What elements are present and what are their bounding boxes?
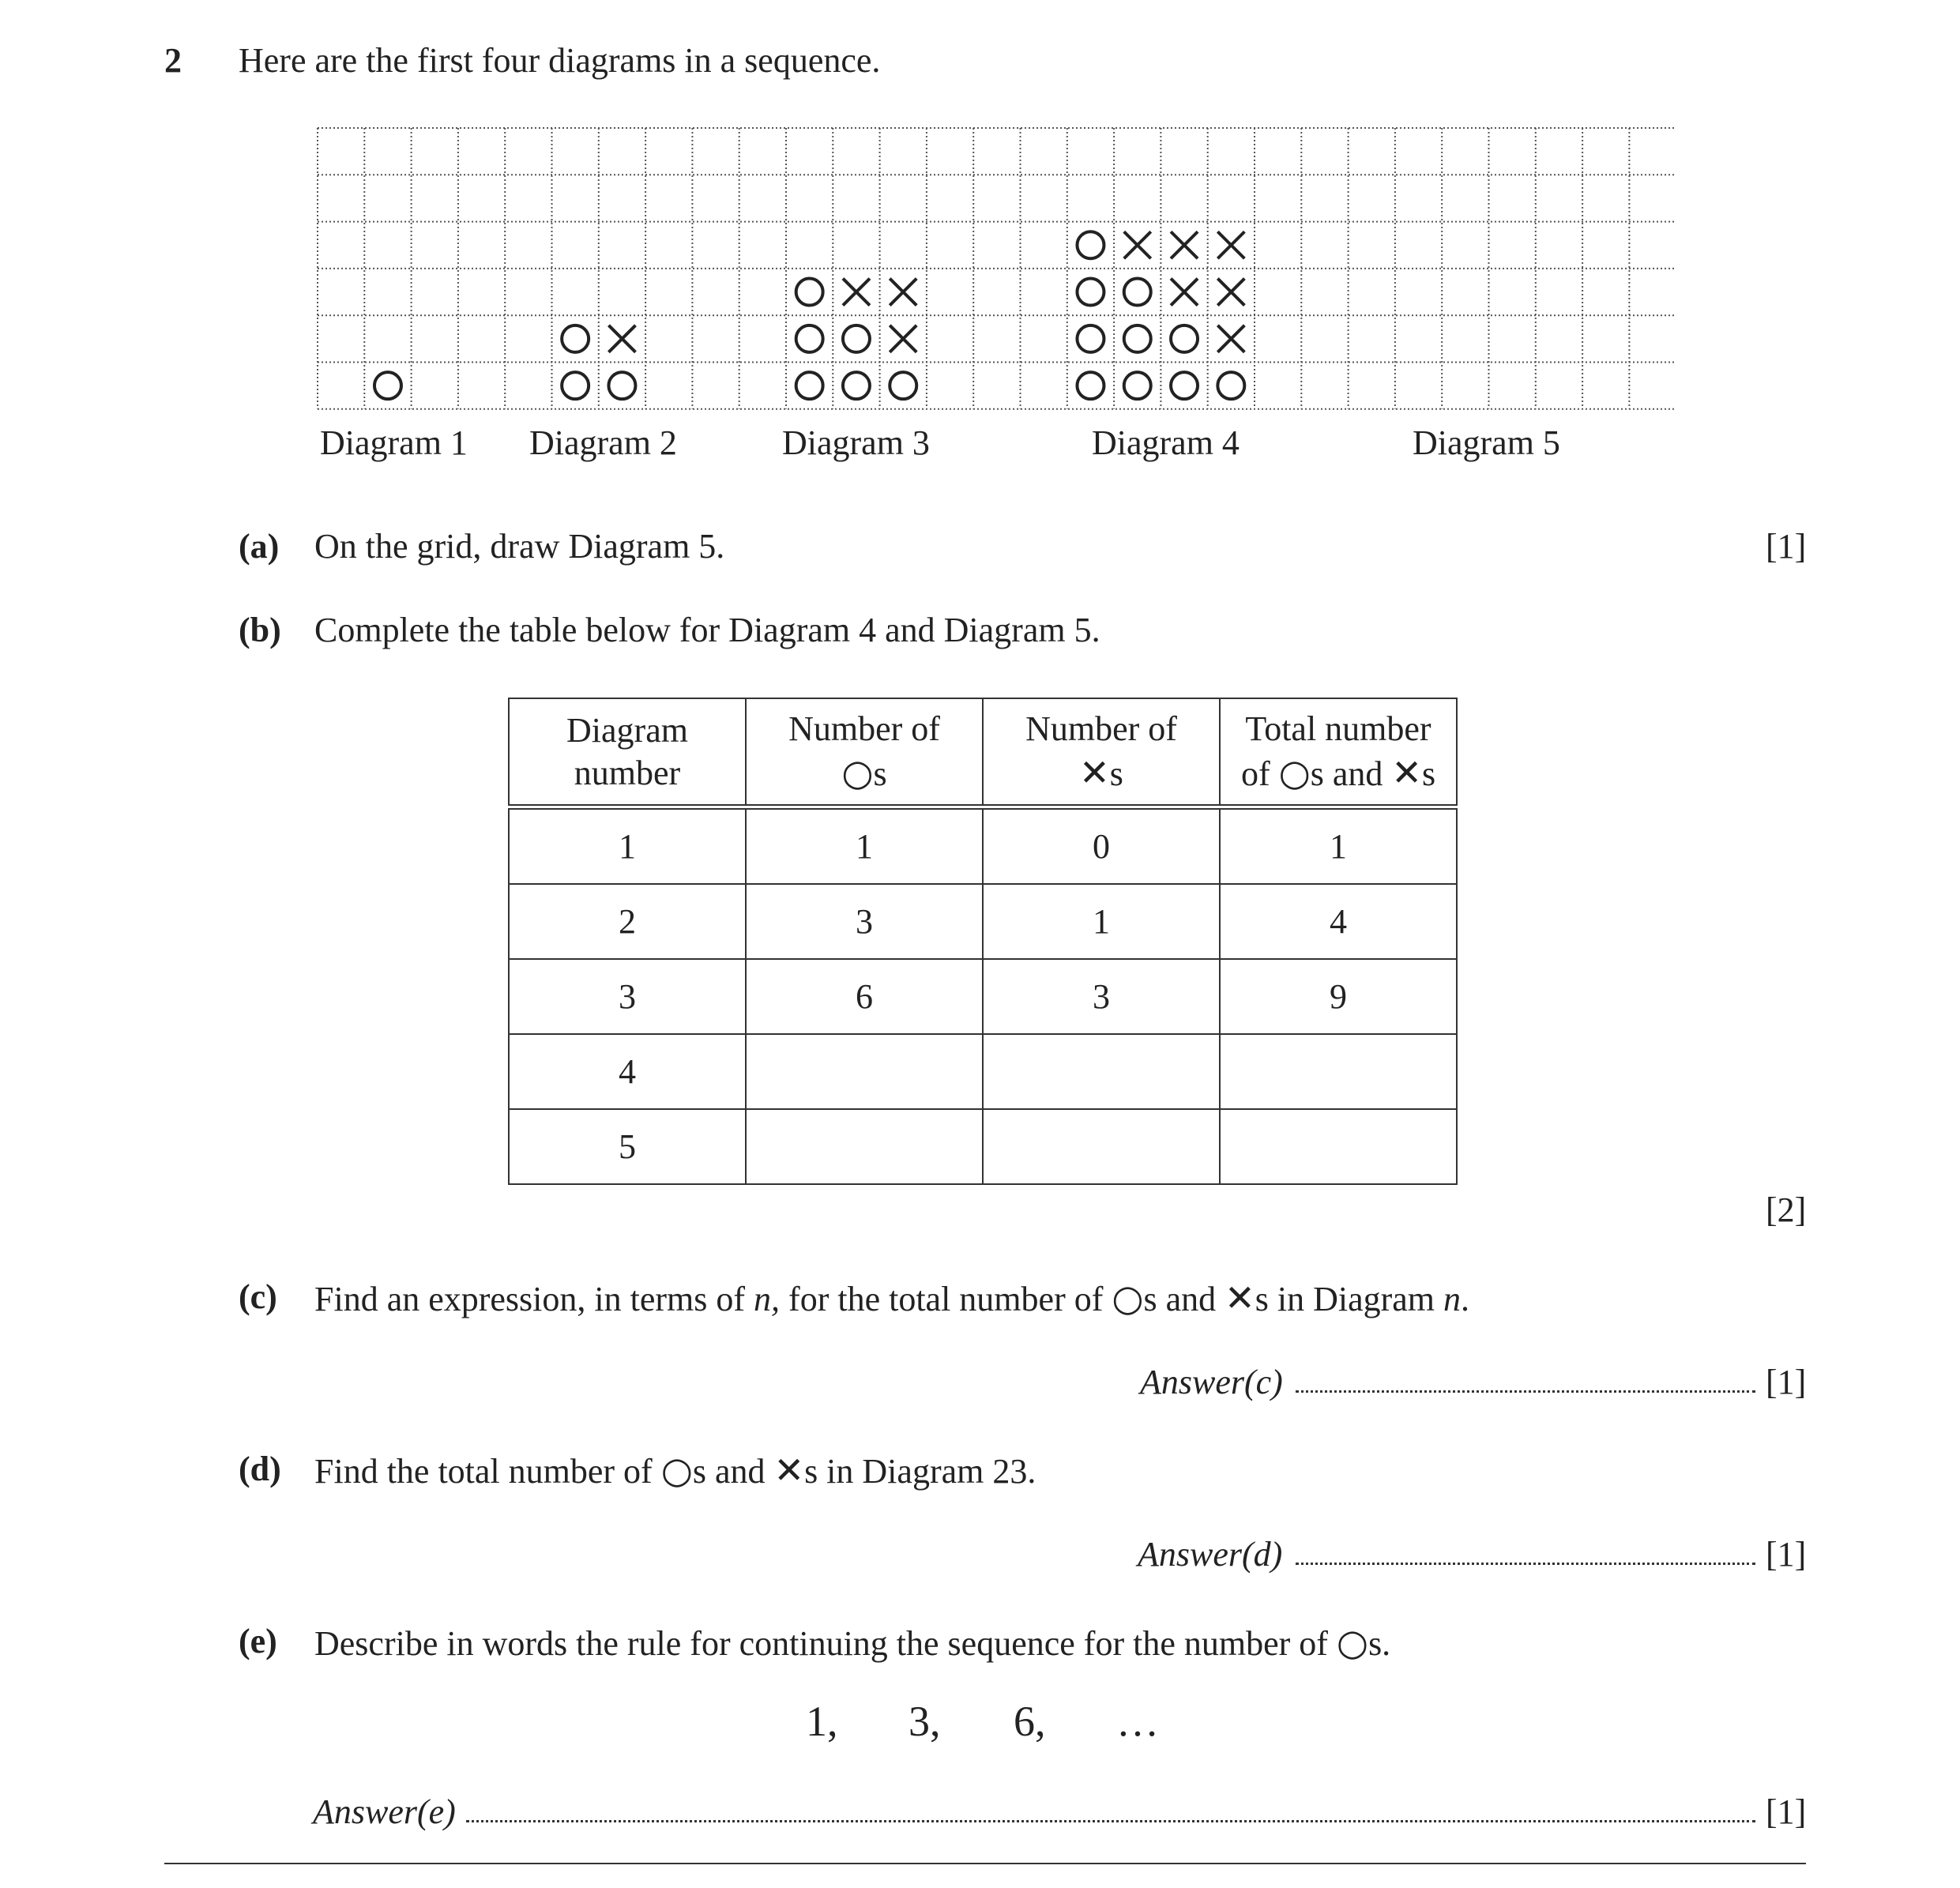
header-diagram-number bbox=[509, 698, 746, 807]
x-mark bbox=[1171, 231, 1198, 258]
part-e-text bbox=[314, 1621, 1391, 1664]
x-mark bbox=[1217, 325, 1244, 352]
question-intro: Here are the first four diagrams in a sequence. bbox=[239, 41, 881, 80]
part-b-text: Complete the table below for Diagram 4 and Diagram 5. bbox=[314, 611, 1100, 649]
table-row bbox=[509, 959, 1457, 1034]
o-mark bbox=[562, 372, 589, 399]
cell-diagram: 4 bbox=[509, 1034, 746, 1109]
o-mark bbox=[1124, 325, 1151, 352]
cell-os-input[interactable] bbox=[746, 1109, 983, 1184]
answer-e-label: Answer(e) bbox=[313, 1792, 456, 1831]
cell-diagram: 3 bbox=[509, 959, 746, 1034]
table-row bbox=[509, 807, 1457, 885]
part-e-marks: [1] bbox=[1766, 1792, 1807, 1831]
cell-diagram: 5 bbox=[509, 1109, 746, 1184]
cell-total-input[interactable] bbox=[1220, 1109, 1457, 1184]
table-row bbox=[509, 1109, 1457, 1184]
o-mark bbox=[843, 372, 870, 399]
part-e-text-1: Describe in words the rule for continuing the sequence for the number of bbox=[314, 1624, 1337, 1663]
x-mark bbox=[890, 279, 916, 306]
part-c-text-1: Find an expression, in terms of bbox=[314, 1280, 754, 1318]
part-c-s-and: s and bbox=[1143, 1280, 1225, 1318]
o-symbol-icon: ○ bbox=[1278, 751, 1311, 794]
part-c-label: (c) bbox=[239, 1277, 277, 1316]
header-total-line1: Total number bbox=[1245, 709, 1431, 749]
part-d-label: (d) bbox=[239, 1450, 281, 1488]
x-mark bbox=[843, 279, 870, 306]
x-mark bbox=[1217, 231, 1244, 258]
part-c-n2: n bbox=[1443, 1280, 1462, 1318]
answer-c-label: Answer(c) bbox=[1140, 1363, 1283, 1401]
x-mark bbox=[1124, 231, 1151, 258]
cell-diagram: 2 bbox=[509, 884, 746, 959]
header-xs-line1: Number of bbox=[1025, 709, 1177, 749]
o-mark bbox=[1124, 372, 1151, 399]
o-mark bbox=[1077, 279, 1104, 306]
o-mark bbox=[374, 372, 401, 399]
answer-d-label: Answer(d) bbox=[1138, 1535, 1283, 1574]
o-mark bbox=[1171, 325, 1198, 352]
part-d-s-in: s in Diagram 23. bbox=[804, 1452, 1036, 1491]
sequence-term-2: 3, bbox=[909, 1698, 941, 1745]
header-total-pre: of bbox=[1240, 754, 1279, 793]
header-number-of-xs bbox=[983, 698, 1220, 807]
header-total-end: s bbox=[1421, 754, 1436, 793]
bottom-rule bbox=[164, 1863, 1806, 1864]
o-mark bbox=[1217, 372, 1244, 399]
cell-xs-input[interactable] bbox=[983, 1109, 1220, 1184]
part-c-n: n, bbox=[754, 1280, 781, 1318]
cell-os: 1 bbox=[746, 807, 983, 885]
sequence-grid bbox=[316, 126, 1675, 411]
header-diagram-line2: number bbox=[574, 753, 681, 792]
diagram-1-label: Diagram 1 bbox=[320, 423, 468, 462]
sequence-term-1: 1, bbox=[806, 1698, 838, 1745]
cell-xs: 0 bbox=[983, 807, 1220, 885]
o-mark bbox=[608, 372, 635, 399]
x-mark bbox=[608, 325, 635, 352]
part-c-end: . bbox=[1461, 1280, 1470, 1318]
diagram-5-label: Diagram 5 bbox=[1413, 423, 1560, 462]
cell-total-input[interactable] bbox=[1220, 1034, 1457, 1109]
table-row bbox=[509, 884, 1457, 959]
diagram-4-label: Diagram 4 bbox=[1092, 423, 1240, 462]
o-mark bbox=[562, 325, 589, 352]
o-mark bbox=[796, 372, 823, 399]
cell-xs: 3 bbox=[983, 959, 1220, 1034]
part-d-text-1: Find the total number of bbox=[314, 1452, 661, 1491]
part-e-label: (e) bbox=[239, 1622, 277, 1660]
sequence-ellipsis: … bbox=[1116, 1698, 1159, 1745]
o-mark bbox=[796, 279, 823, 306]
part-c-text-2: for the total number of bbox=[780, 1280, 1112, 1318]
o-mark bbox=[843, 325, 870, 352]
part-d-text bbox=[314, 1449, 1036, 1491]
cell-total: 4 bbox=[1220, 884, 1457, 959]
x-mark bbox=[1171, 279, 1198, 306]
answer-e-input[interactable] bbox=[466, 1820, 1755, 1822]
cell-total: 9 bbox=[1220, 959, 1457, 1034]
o-mark bbox=[1077, 231, 1104, 258]
answer-d-input[interactable] bbox=[1296, 1563, 1755, 1565]
o-symbol-icon: ○ bbox=[841, 751, 874, 794]
sequence-term-3: 6, bbox=[1014, 1698, 1046, 1745]
part-d-s-and: s and bbox=[692, 1452, 774, 1491]
x-mark bbox=[890, 325, 916, 352]
o-mark bbox=[1171, 372, 1198, 399]
x-mark bbox=[1217, 279, 1244, 306]
part-a-marks: [1] bbox=[1766, 527, 1807, 566]
cell-xs: 1 bbox=[983, 884, 1220, 959]
cell-os: 3 bbox=[746, 884, 983, 959]
x-symbol-icon: ✕ bbox=[773, 1449, 805, 1491]
o-symbol-icon: ○ bbox=[1112, 1277, 1144, 1319]
cell-xs-input[interactable] bbox=[983, 1034, 1220, 1109]
part-a-text: On the grid, draw Diagram 5. bbox=[314, 527, 725, 566]
o-mark bbox=[1077, 325, 1104, 352]
part-c-s-in: s in Diagram bbox=[1255, 1280, 1444, 1318]
x-symbol-icon: ✕ bbox=[1225, 1277, 1255, 1319]
part-b-marks: [2] bbox=[1766, 1190, 1807, 1229]
diagram-3-label: Diagram 3 bbox=[782, 423, 930, 462]
grid-lines bbox=[318, 128, 1675, 409]
o-mark bbox=[1077, 372, 1104, 399]
cell-os-input[interactable] bbox=[746, 1034, 983, 1109]
header-os-suffix: s bbox=[873, 754, 887, 793]
header-total bbox=[1220, 698, 1457, 807]
part-d-marks: [1] bbox=[1766, 1535, 1807, 1574]
o-mark bbox=[796, 325, 823, 352]
results-table bbox=[508, 698, 1458, 1185]
x-symbol-icon: ✕ bbox=[1391, 751, 1422, 794]
part-a-label: (a) bbox=[239, 527, 280, 566]
header-diagram-line1: Diagram bbox=[566, 710, 688, 750]
part-c-marks: [1] bbox=[1766, 1363, 1807, 1401]
o-mark bbox=[890, 372, 916, 399]
cell-os: 6 bbox=[746, 959, 983, 1034]
header-os-line1: Number of bbox=[788, 709, 940, 749]
table-row bbox=[509, 1034, 1457, 1109]
header-total-mid: s and bbox=[1310, 754, 1392, 793]
cell-total: 1 bbox=[1220, 807, 1457, 885]
diagram-2-label: Diagram 2 bbox=[529, 423, 677, 462]
part-c-text bbox=[314, 1277, 1470, 1319]
part-b-label: (b) bbox=[239, 611, 281, 649]
x-symbol-icon: ✕ bbox=[1079, 751, 1110, 794]
header-xs-suffix: s bbox=[1109, 754, 1123, 793]
o-symbol-icon: ○ bbox=[660, 1449, 693, 1491]
part-e-end: s. bbox=[1368, 1624, 1391, 1663]
cell-diagram: 1 bbox=[509, 807, 746, 885]
o-symbol-icon: ○ bbox=[1336, 1621, 1369, 1664]
answer-c-input[interactable] bbox=[1296, 1390, 1755, 1393]
o-mark bbox=[1124, 279, 1151, 306]
header-number-of-os bbox=[746, 698, 983, 807]
question-number: 2 bbox=[164, 41, 182, 80]
